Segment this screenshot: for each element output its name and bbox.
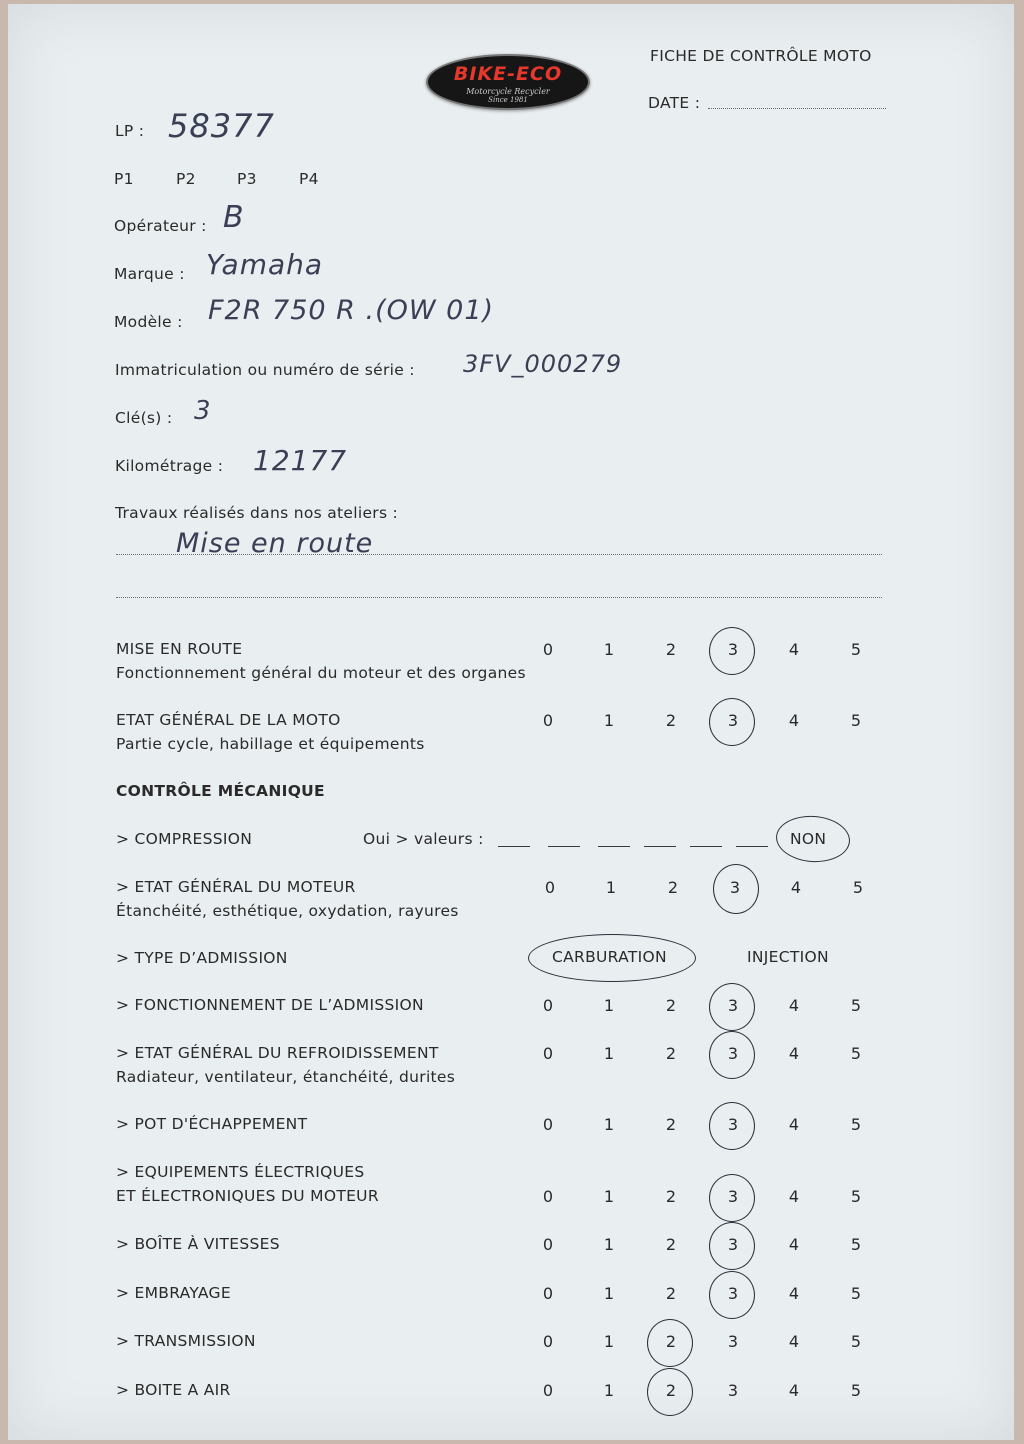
mech-rating-7-score-5[interactable]: 5 (850, 1381, 862, 1400)
km-value[interactable]: 12177 (253, 444, 348, 477)
rating-0-score-5[interactable]: 5 (850, 640, 862, 659)
moteur-score-3[interactable]: 3 (729, 878, 741, 897)
compression-oui-label: Oui > valeurs : (363, 830, 484, 848)
mech-rating-title-3: > EQUIPEMENTS ÉLECTRIQUES (116, 1163, 365, 1181)
mech-rating-2-score-4[interactable]: 4 (788, 1115, 800, 1134)
modele-label: Modèle : (114, 313, 183, 331)
mech-rating-5-score-0[interactable]: 0 (542, 1284, 554, 1303)
rating-title-1: ETAT GÉNÉRAL DE LA MOTO (116, 711, 341, 729)
p-option-3[interactable]: P3 (237, 170, 257, 188)
mech-selected-circle-1 (709, 1031, 755, 1079)
mech-rating-6-score-1[interactable]: 1 (603, 1332, 615, 1351)
mech-rating-0-score-5[interactable]: 5 (850, 996, 862, 1015)
mech-rating-1-score-2[interactable]: 2 (665, 1044, 677, 1063)
admission-type-title: > TYPE D’ADMISSION (116, 949, 288, 967)
admission-option-injection[interactable]: INJECTION (747, 948, 829, 966)
rating-0-score-4[interactable]: 4 (788, 640, 800, 659)
mech-rating-3-score-2[interactable]: 2 (665, 1187, 677, 1206)
rating-1-score-1[interactable]: 1 (603, 711, 615, 730)
lp-label: LP : (115, 122, 145, 140)
mech-rating-4-score-1[interactable]: 1 (603, 1235, 615, 1254)
compression-value-4[interactable] (644, 846, 676, 847)
mech-selected-circle-0 (709, 983, 755, 1031)
mech-rating-2-score-5[interactable]: 5 (850, 1115, 862, 1134)
mech-rating-7-score-1[interactable]: 1 (603, 1381, 615, 1400)
compression-non-option[interactable]: NON (790, 830, 827, 848)
operateur-label: Opérateur : (114, 217, 207, 235)
mech-rating-4-score-5[interactable]: 5 (850, 1235, 862, 1254)
admission-option-carburation[interactable]: CARBURATION (552, 948, 667, 966)
p-option-4[interactable]: P4 (299, 170, 319, 188)
mech-rating-4-score-4[interactable]: 4 (788, 1235, 800, 1254)
logo-since: Since 1981 (488, 96, 528, 104)
mech-rating-7-score-0[interactable]: 0 (542, 1381, 554, 1400)
mech-rating-7-score-2[interactable]: 2 (665, 1381, 677, 1400)
rating-1-score-0[interactable]: 0 (542, 711, 554, 730)
rating-1-score-5[interactable]: 5 (850, 711, 862, 730)
mech-rating-6-score-2[interactable]: 2 (665, 1332, 677, 1351)
travaux-label: Travaux réalisés dans nos ateliers : (115, 504, 399, 522)
immat-value[interactable]: 3FV_000279 (463, 350, 623, 378)
mech-rating-subtitle-1: Radiateur, ventilateur, étanchéité, durites (116, 1068, 456, 1086)
moteur-selected-circle (713, 864, 759, 914)
cles-label: Clé(s) : (115, 409, 173, 427)
mech-rating-6-score-3[interactable]: 3 (727, 1332, 739, 1351)
mech-rating-5-score-5[interactable]: 5 (850, 1284, 862, 1303)
compression-value-3[interactable] (598, 846, 630, 847)
rating-1-score-2[interactable]: 2 (665, 711, 677, 730)
bike-eco-logo (426, 54, 590, 110)
mech-rating-4-score-3[interactable]: 3 (727, 1235, 739, 1254)
mech-rating-3-score-3[interactable]: 3 (727, 1187, 739, 1206)
logo-text: BIKE-ECO (453, 63, 563, 85)
mech-rating-0-score-1[interactable]: 1 (603, 996, 615, 1015)
mech-rating-title-5: > EMBRAYAGE (116, 1284, 231, 1302)
mech-rating-2-score-1[interactable]: 1 (603, 1115, 615, 1134)
mech-rating-2-score-0[interactable]: 0 (542, 1115, 554, 1134)
rating-subtitle-0: Fonctionnement général du moteur et des organes (116, 664, 526, 682)
mech-rating-title-4: > BOÎTE À VITESSES (116, 1235, 280, 1253)
mech-rating-0-score-3[interactable]: 3 (727, 996, 739, 1015)
marque-label: Marque : (114, 265, 185, 283)
rating-0-score-3[interactable]: 3 (727, 640, 739, 659)
moteur-score-2[interactable]: 2 (667, 878, 679, 897)
mech-rating-5-score-2[interactable]: 2 (665, 1284, 677, 1303)
moteur-score-1[interactable]: 1 (605, 878, 617, 897)
mech-rating-2-score-2[interactable]: 2 (665, 1115, 677, 1134)
mech-rating-title-7: > BOITE A AIR (116, 1381, 231, 1399)
logo-tagline: Motorcycle Recycler (466, 87, 550, 96)
mech-rating-0-score-2[interactable]: 2 (665, 996, 677, 1015)
travaux-line-2[interactable] (116, 597, 882, 598)
mech-rating-3-score-4[interactable]: 4 (788, 1187, 800, 1206)
mech-rating-1-score-1[interactable]: 1 (603, 1044, 615, 1063)
compression-value-2[interactable] (548, 846, 580, 847)
mech-rating-3-score-0[interactable]: 0 (542, 1187, 554, 1206)
mech-rating-title-6: > TRANSMISSION (116, 1332, 256, 1350)
mech-rating-6-score-4[interactable]: 4 (788, 1332, 800, 1351)
mech-selected-circle-5 (709, 1271, 755, 1319)
mech-rating-6-score-0[interactable]: 0 (542, 1332, 554, 1351)
moteur-score-5[interactable]: 5 (852, 878, 864, 897)
mech-selected-circle-7 (647, 1368, 693, 1416)
km-label: Kilométrage : (115, 457, 224, 475)
rating-1-score-4[interactable]: 4 (788, 711, 800, 730)
moteur-title: > ETAT GÉNÉRAL DU MOTEUR (116, 878, 356, 896)
p-option-1[interactable]: P1 (114, 170, 134, 188)
mech-rating-3-score-5[interactable]: 5 (850, 1187, 862, 1206)
mech-rating-4-score-2[interactable]: 2 (665, 1235, 677, 1254)
control-sheet (8, 4, 1014, 1440)
mech-rating-0-score-0[interactable]: 0 (542, 996, 554, 1015)
mech-rating-6-score-5[interactable]: 5 (850, 1332, 862, 1351)
mech-rating-2-score-3[interactable]: 3 (727, 1115, 739, 1134)
mech-rating-1-score-0[interactable]: 0 (542, 1044, 554, 1063)
immat-label: Immatriculation ou numéro de série : (115, 361, 415, 379)
mech-rating-5-score-1[interactable]: 1 (603, 1284, 615, 1303)
compression-value-5[interactable] (690, 846, 722, 847)
mech-rating-7-score-3[interactable]: 3 (727, 1381, 739, 1400)
compression-non-circle (774, 813, 851, 864)
date-label: DATE : (648, 94, 701, 112)
compression-title: > COMPRESSION (116, 830, 253, 848)
mech-rating-1-score-5[interactable]: 5 (850, 1044, 862, 1063)
date-field[interactable] (708, 108, 886, 109)
section-title: CONTRÔLE MÉCANIQUE (116, 782, 325, 800)
mech-rating-4-score-0[interactable]: 0 (542, 1235, 554, 1254)
rating-1-score-3[interactable]: 3 (727, 711, 739, 730)
rating-selected-circle-1 (709, 698, 755, 746)
mech-rating-0-score-4[interactable]: 4 (788, 996, 800, 1015)
cles-value[interactable]: 3 (194, 396, 212, 426)
mech-rating-title-2: > POT D'ÉCHAPPEMENT (116, 1115, 308, 1133)
rating-0-score-2[interactable]: 2 (665, 640, 677, 659)
operateur-value[interactable]: B (223, 200, 245, 235)
moteur-score-4[interactable]: 4 (790, 878, 802, 897)
mech-selected-circle-4 (709, 1222, 755, 1270)
mech-rating-5-score-3[interactable]: 3 (727, 1284, 739, 1303)
mech-rating-3-score-1[interactable]: 1 (603, 1187, 615, 1206)
mech-selected-circle-3 (709, 1174, 755, 1222)
rating-title-0: MISE EN ROUTE (116, 640, 243, 658)
rating-0-score-1[interactable]: 1 (603, 640, 615, 659)
compression-value-6[interactable] (736, 846, 768, 847)
marque-value[interactable]: Yamaha (206, 248, 324, 281)
travaux-value[interactable]: Mise en route (176, 528, 374, 559)
form-title: FICHE DE CONTRÔLE MOTO (650, 47, 872, 65)
rating-0-score-0[interactable]: 0 (542, 640, 554, 659)
lp-value[interactable]: 58377 (168, 107, 275, 145)
mech-rating-subtitle-3: ET ÉLECTRONIQUES DU MOTEUR (116, 1187, 379, 1205)
mech-rating-title-1: > ETAT GÉNÉRAL DU REFROIDISSEMENT (116, 1044, 439, 1062)
p-option-2[interactable]: P2 (176, 170, 196, 188)
mech-rating-7-score-4[interactable]: 4 (788, 1381, 800, 1400)
mech-selected-circle-2 (709, 1102, 755, 1150)
moteur-subtitle: Étanchéité, esthétique, oxydation, rayures (116, 902, 459, 920)
mech-selected-circle-6 (647, 1319, 693, 1367)
rating-subtitle-1: Partie cycle, habillage et équipements (116, 735, 425, 753)
travaux-line-1[interactable] (116, 554, 882, 555)
admission-selected-circle (528, 934, 696, 982)
mech-rating-1-score-3[interactable]: 3 (727, 1044, 739, 1063)
mech-rating-5-score-4[interactable]: 4 (788, 1284, 800, 1303)
rating-selected-circle-0 (709, 627, 755, 675)
moteur-score-0[interactable]: 0 (544, 878, 556, 897)
compression-value-1[interactable] (498, 846, 530, 847)
mech-rating-title-0: > FONCTIONNEMENT DE L’ADMISSION (116, 996, 424, 1014)
mech-rating-1-score-4[interactable]: 4 (788, 1044, 800, 1063)
modele-value[interactable]: F2R 750 R .(OW 01) (208, 295, 495, 326)
